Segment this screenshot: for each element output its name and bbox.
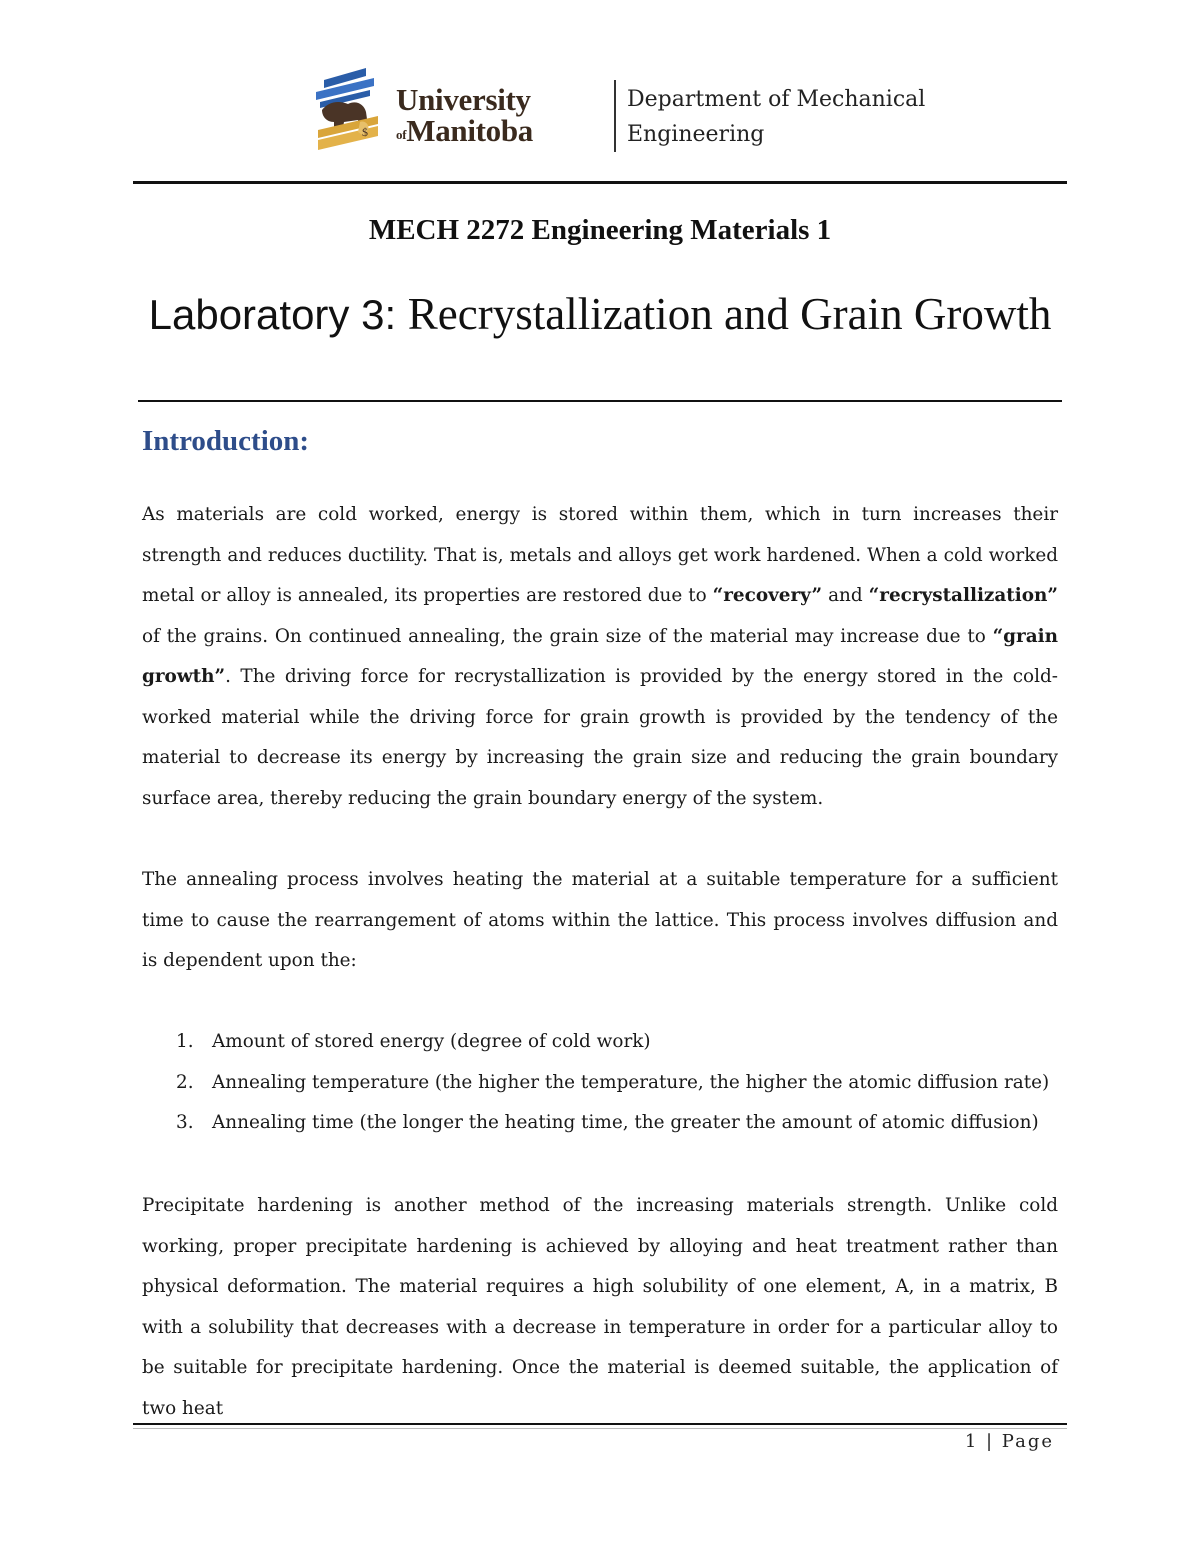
list-number: 2.	[176, 1071, 194, 1093]
university-logo	[314, 66, 564, 162]
list-item	[176, 1063, 1049, 1104]
list-item	[176, 1103, 1049, 1144]
page-label: | Page	[986, 1431, 1054, 1452]
paragraph-2: The annealing process involves heating the material at a suitable temperature for a sufficient time to cause the rearrangement of atoms within the lattice. This process involves diffusion and is dependent upon the:	[142, 869, 1058, 971]
paragraph-1	[142, 495, 1058, 819]
department-line-2: Engineering	[627, 122, 765, 147]
list-text: Amount of stored energy (degree of cold work)	[212, 1031, 651, 1052]
term-grain-growth: “grain growth”	[142, 625, 1058, 687]
list-number: 1.	[176, 1031, 194, 1052]
paragraph-1-text-b: and	[822, 585, 869, 606]
lab-title-name: Recrystallization and Grain Growth	[407, 289, 1052, 339]
logo-line-2: Manitoba	[406, 113, 534, 148]
title-rule	[138, 400, 1062, 402]
factor-list	[176, 1022, 1049, 1144]
paragraph-1-text-a: As materials are cold worked, energy is stored within them, which in turn increases their strength and reduces ductility. That is, metals and alloys get work hardened. When a cold worked metal or alloy is annealed, its properties are restored due to	[142, 504, 1058, 606]
page-number: 1	[964, 1431, 979, 1452]
paragraph-1-text-c: of the grains. On continued annealing, the grain size of the material may increase due to	[142, 625, 993, 647]
section-heading: Introduction:	[142, 425, 310, 457]
department-name	[627, 82, 925, 152]
list-item	[176, 1022, 1049, 1063]
logo-of: of	[396, 127, 407, 142]
logo-line-1: University	[396, 82, 531, 117]
university-name	[396, 84, 533, 146]
footer-rule	[133, 1423, 1067, 1425]
bison-crest-icon	[314, 66, 394, 162]
term-recovery: “recovery”	[712, 585, 823, 606]
list-text: Annealing time (the longer the heating time, the greater the amount of atomic diffusion)	[212, 1112, 1039, 1133]
header-divider	[614, 80, 616, 152]
course-title: MECH 2272 Engineering Materials 1	[368, 214, 832, 246]
footer-rule-thin	[133, 1428, 1067, 1429]
list-number: 3.	[176, 1112, 194, 1133]
page-footer	[965, 1431, 1054, 1452]
paragraph-3: Precipitate hardening is another method of the increasing materials strength. Unlike cold working, proper precipitate hardening is achieved by alloying and heat treatment rather than physical deformation. The material requires a high solubility of one element, A, in a matrix, B with a solubility that decreases with a decrease in temperature in order for a particular alloy to be suitable for precipitate hardening. Once the material is deemed suitable, the application of two heat	[142, 1195, 1058, 1419]
term-recrystallization: “recrystallization”	[868, 585, 1058, 606]
header-rule	[133, 181, 1067, 184]
svg-text:$: $	[362, 125, 368, 139]
department-line-1: Department of Mechanical	[627, 87, 926, 112]
paragraph-1-text-d: . The driving force for recrystallization is provided by the energy stored in the cold-worked material while the driving force for grain growth is provided by the tendency of the material to decrease its energy by increasing the grain size and reducing the grain boundary surface area, thereby reducing the grain boundary energy of the system.	[142, 666, 1058, 809]
lab-title-label: Laboratory 3:	[148, 291, 408, 338]
lab-title	[140, 286, 1060, 343]
list-text: Annealing temperature (the higher the temperature, the higher the atomic diffusion rate)	[212, 1071, 1050, 1093]
